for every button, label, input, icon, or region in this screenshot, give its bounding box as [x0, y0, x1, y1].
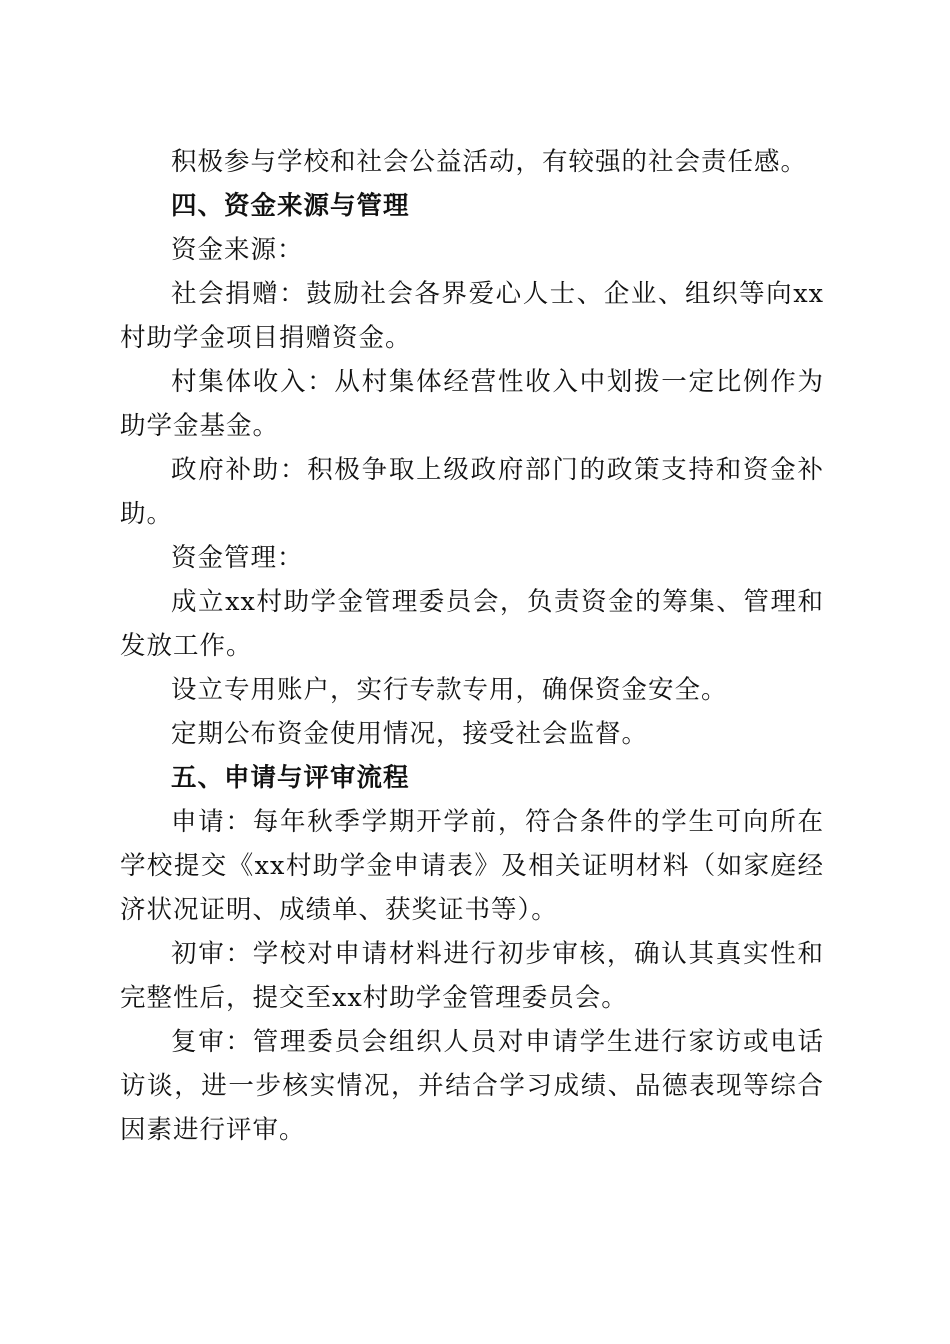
paragraph-management-committee: 成立xx村助学金管理委员会，负责资金的筹集、管理和发放工作。: [120, 587, 824, 661]
paragraph-village-income: 村集体收入：从村集体经营性收入中划拨一定比例作为助学金基金。: [120, 367, 824, 441]
document-body: [120, 140, 824, 1152]
heading-funding-source-management: 四、资金来源与管理: [171, 191, 410, 221]
paragraph-funding-source-label: 资金来源：: [171, 235, 304, 265]
paragraph-public-disclosure: 定期公布资金使用情况，接受社会监督。: [171, 719, 649, 749]
paragraph-social-donation: 社会捐赠：鼓励社会各界爱心人士、企业、组织等向xx村助学金项目捐赠资金。: [120, 279, 824, 353]
paragraph-dedicated-account: 设立专用账户，实行专款专用，确保资金安全。: [171, 675, 728, 705]
paragraph-preliminary-review: 初审：学校对申请材料进行初步审核，确认其真实性和完整性后，提交至xx村助学金管理委员会。: [120, 939, 824, 1013]
heading-application-review-process: 五、申请与评审流程: [171, 763, 410, 793]
paragraph-application: 申请：每年秋季学期开学前，符合条件的学生可向所在学校提交《xx村助学金申请表》及相关证明材料（如家庭经济状况证明、成绩单、获奖证书等）。: [120, 807, 824, 925]
paragraph-secondary-review: 复审：管理委员会组织人员对申请学生进行家访或电话访谈，进一步核实情况，并结合学习成绩、品德表现等综合因素进行评审。: [120, 1027, 824, 1145]
paragraph-fund-management-label: 资金管理：: [171, 543, 304, 573]
paragraph-public-welfare: 积极参与学校和社会公益活动，有较强的社会责任感。: [171, 147, 808, 177]
paragraph-government-subsidy: 政府补助：积极争取上级政府部门的政策支持和资金补助。: [120, 455, 824, 529]
